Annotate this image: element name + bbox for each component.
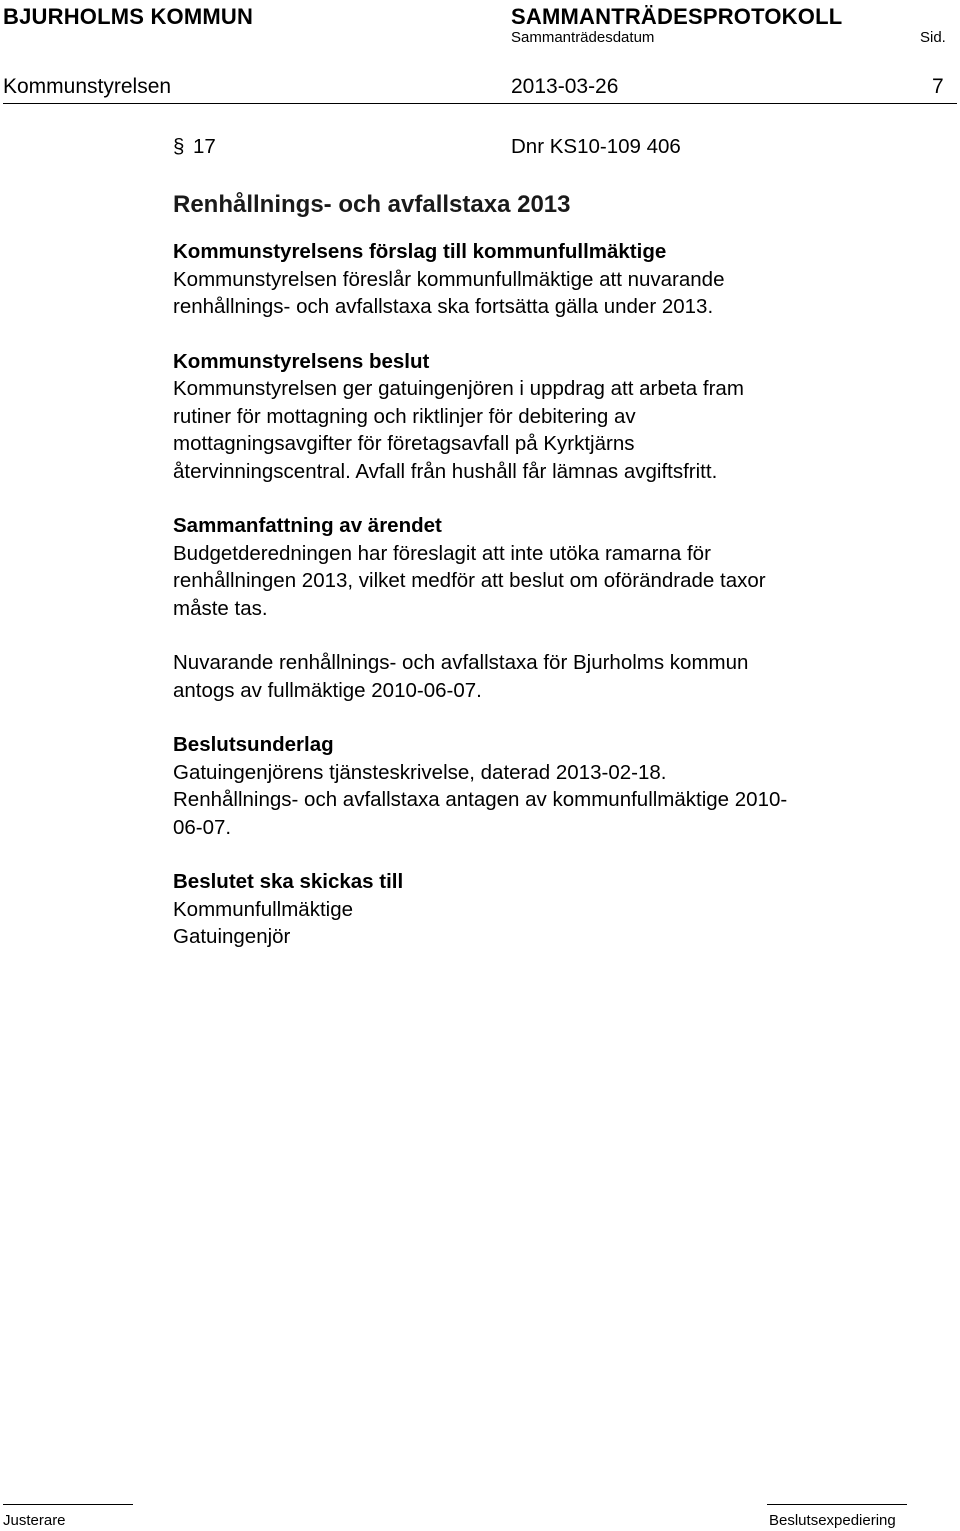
- decision-line: rutiner för mottagning och riktlinjer för debitering av: [173, 404, 636, 428]
- meeting-body: Kommunstyrelsen: [3, 75, 172, 98]
- item-title: Renhållnings- och avfallstaxa 2013: [173, 191, 571, 218]
- send-to-recipient: Kommunfullmäktige: [173, 897, 354, 921]
- organization-name: BJURHOLMS KOMMUN: [3, 4, 254, 29]
- footer-divider-left: [3, 1504, 133, 1505]
- basis-line: Gatuingenjörens tjänsteskrivelse, daterad 2013-02-18.: [173, 760, 667, 784]
- dispatch-label: Beslutsexpediering: [769, 1512, 896, 1529]
- page-label: Sid.: [920, 29, 946, 46]
- document-type: SAMMANTRÄDESPROTOKOLL: [511, 4, 843, 29]
- decision-line: Kommunstyrelsen ger gatuingenjören i uppdrag att arbeta fram: [173, 377, 744, 400]
- proposal-section: [173, 238, 933, 321]
- send-to-recipient: Gatuingenjör: [173, 925, 291, 948]
- minutes-content: [173, 132, 933, 978]
- summary-line: måste tas.: [173, 596, 268, 620]
- summary-line: Budgetderedningen har föreslagit att inte utöka ramarna för: [173, 541, 711, 565]
- adjuster-label: Justerare: [3, 1512, 66, 1529]
- page-number: 7: [932, 75, 944, 98]
- proposal-heading: Kommunstyrelsens förslag till kommunfullmäktige: [173, 240, 667, 263]
- decision-heading: Kommunstyrelsens beslut: [173, 349, 430, 373]
- paragraph-number: 17: [193, 135, 216, 158]
- decision-section: [173, 348, 933, 486]
- basis-heading: Beslutsunderlag: [173, 733, 334, 756]
- summary-section-continued: [173, 649, 933, 704]
- header-divider: [3, 103, 957, 104]
- diary-number: Dnr KS10-109 406: [511, 135, 681, 158]
- date-label: Sammanträdesdatum: [511, 29, 655, 46]
- send-to-section: [173, 868, 933, 951]
- decision-line: återvinningscentral. Avfall från hushåll får lämnas avgiftsfritt.: [173, 459, 718, 483]
- basis-line: 06-07.: [173, 815, 232, 839]
- proposal-line: renhållnings- och avfallstaxa ska fortsätta gälla under 2013.: [173, 295, 714, 318]
- footer-divider-right: [767, 1504, 907, 1505]
- summary-heading: Sammanfattning av ärendet: [173, 514, 442, 537]
- item-reference-line: [173, 132, 933, 160]
- summary-line: antogs av fullmäktige 2010-06-07.: [173, 678, 482, 702]
- proposal-line: Kommunstyrelsen föreslår kommunfullmäktige att nuvarande: [173, 267, 725, 291]
- decision-line: mottagningsavgifter för företagsavfall på Kyrktjärns: [173, 432, 635, 455]
- summary-line: renhållningen 2013, vilket medför att beslut om oförändrade taxor: [173, 569, 766, 592]
- meeting-date: 2013-03-26: [511, 75, 619, 98]
- basis-section: [173, 731, 933, 841]
- send-to-heading: Beslutet ska skickas till: [173, 870, 404, 893]
- basis-line: Renhållnings- och avfallstaxa antagen av kommunfullmäktige 2010-: [173, 788, 788, 811]
- summary-line: Nuvarande renhållnings- och avfallstaxa för Bjurholms kommun: [173, 651, 749, 674]
- summary-section: [173, 512, 933, 622]
- paragraph-symbol: §: [173, 135, 185, 158]
